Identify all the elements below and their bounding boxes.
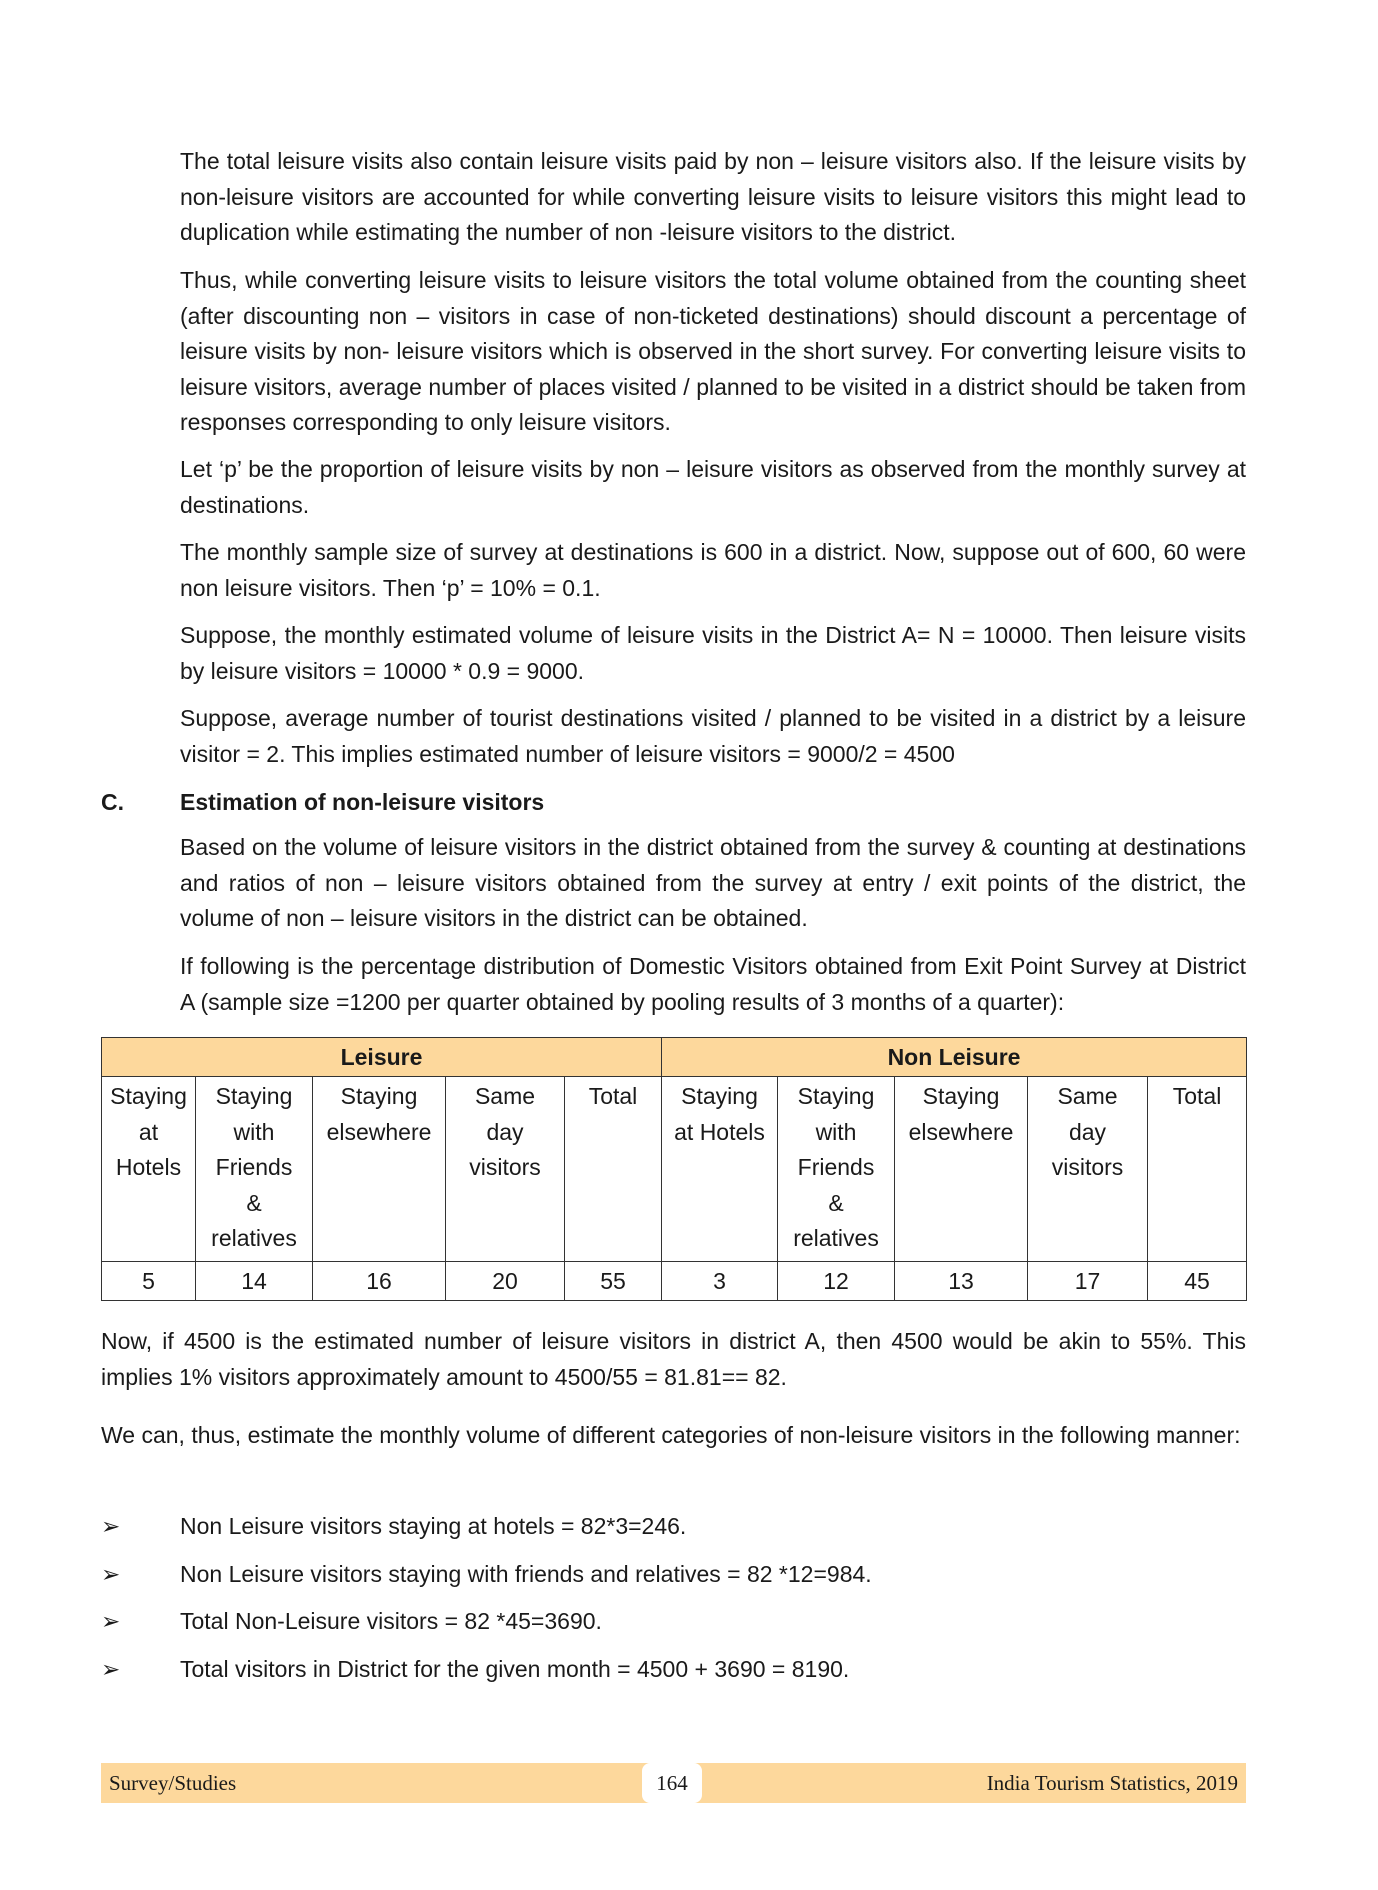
paragraph-akin-to-55: Now, if 4500 is the estimated number of leisure visitors in district A, then 4500 would be akin to 55%. This implies 1% visitors approximately amount to 4500/55 = 81.81== 82. xyxy=(101,1328,1246,1390)
paragraph-converting-visits: Thus, while converting leisure visits to leisure visitors the total volume obtained from the counting sheet (after discounting non – visitors in case of non-ticketed destinations) should discount a percentage of leisure visits by non- leisure visitors which is observed in the short survey. For converting leisure visits to leisure visitors, average number of places visited / planned to be visited in a district should be taken from responses corresponding to only leisure visitors. xyxy=(180,267,1246,435)
footer-publication-title: India Tourism Statistics, 2019 xyxy=(986,1771,1238,1795)
bullet-item: Total visitors in District for the given month = 4500 + 3690 = 8190. xyxy=(180,1656,850,1682)
page-footer xyxy=(101,1763,1246,1803)
col-header-same-day-visitors: Same day visitors xyxy=(446,1077,565,1262)
table-cell: 17 xyxy=(1028,1262,1148,1301)
page-number: 164 xyxy=(642,1763,702,1803)
bullet-item: Non Leisure visitors staying at hotels = 82*3=246. xyxy=(180,1513,687,1539)
table-cell: 14 xyxy=(196,1262,313,1301)
bullet-arrow-icon: ➢ xyxy=(101,1608,121,1634)
col-header-staying-with-friends: Staying with Friends & relatives xyxy=(778,1077,895,1262)
col-header-total: Total xyxy=(565,1077,662,1262)
paragraph-distribution-intro: If following is the percentage distribution of Domestic Visitors obtained from Exit Point Survey at District A (sample size =1200 per quarter obtained by pooling results of 3 months of a quarter): xyxy=(180,953,1246,1015)
col-header-staying-with-friends: Staying with Friends & relatives xyxy=(196,1077,313,1262)
distribution-table xyxy=(101,1037,1247,1301)
paragraph-destinations-visited: Suppose, average number of tourist destinations visited / planned to be visited in a district by a leisure visitor = 2. This implies estimated number of leisure visitors = 9000/2 = 4500 xyxy=(180,705,1246,767)
paragraph-volume-based: Based on the volume of leisure visitors in the district obtained from the survey & counting at destinations and ratios of non – leisure visitors obtained from the survey at entry / exit points of the district, the volume of non – leisure visitors in the district can be obtained. xyxy=(180,834,1246,931)
bullet-item: Non Leisure visitors staying with friends and relatives = 82 *12=984. xyxy=(180,1561,872,1587)
col-header-staying-elsewhere: Staying elsewhere xyxy=(895,1077,1028,1262)
paragraph-proportion-p: Let ‘p’ be the proportion of leisure visits by non – leisure visitors as observed from the monthly survey at destinations. xyxy=(180,456,1246,518)
table-cell: 45 xyxy=(1148,1262,1247,1301)
paragraph-estimated-volume: Suppose, the monthly estimated volume of leisure visits in the District A= N = 10000. Then leisure visits by leisure visitors = 10000 * 0.9 = 9000. xyxy=(180,622,1246,684)
paragraph-leisure-visits: The total leisure visits also contain leisure visits paid by non – leisure visitors also. If the leisure visits by non-leisure visitors are accounted for while converting leisure visits to leisure visitors this might lead to duplication while estimating the number of non -leisure visitors to the district. xyxy=(180,148,1246,245)
col-header-same-day-visitors: Same day visitors xyxy=(1028,1077,1148,1262)
group-header-leisure: Leisure xyxy=(102,1038,662,1077)
table-cell: 12 xyxy=(778,1262,895,1301)
section-letter: C. xyxy=(101,789,124,815)
col-header-staying-at-hotels: Staying at Hotels xyxy=(102,1077,196,1262)
col-header-total: Total xyxy=(1148,1077,1247,1262)
table-cell: 20 xyxy=(446,1262,565,1301)
col-header-staying-elsewhere: Staying elsewhere xyxy=(313,1077,446,1262)
section-title: Estimation of non-leisure visitors xyxy=(180,789,545,815)
bullet-arrow-icon: ➢ xyxy=(101,1561,121,1587)
table-cell: 13 xyxy=(895,1262,1028,1301)
col-header-staying-at-hotels: Staying at Hotels xyxy=(662,1077,778,1262)
group-header-non-leisure: Non Leisure xyxy=(662,1038,1247,1077)
table-cell: 55 xyxy=(565,1262,662,1301)
table-cell: 16 xyxy=(313,1262,446,1301)
footer-section-label: Survey/Studies xyxy=(109,1771,237,1795)
bullet-arrow-icon: ➢ xyxy=(101,1656,121,1682)
paragraph-sample-size: The monthly sample size of survey at destinations is 600 in a district. Now, suppose out of 600, 60 were non leisure visitors. Then ‘p’ = 10% = 0.1. xyxy=(180,539,1246,601)
table-cell: 3 xyxy=(662,1262,778,1301)
bullet-item: Total Non-Leisure visitors = 82 *45=3690. xyxy=(180,1608,602,1634)
bullet-arrow-icon: ➢ xyxy=(101,1513,121,1539)
table-cell: 5 xyxy=(102,1262,196,1301)
paragraph-estimate-monthly: We can, thus, estimate the monthly volume of different categories of non-leisure visitors in the following manner: xyxy=(101,1422,1241,1448)
